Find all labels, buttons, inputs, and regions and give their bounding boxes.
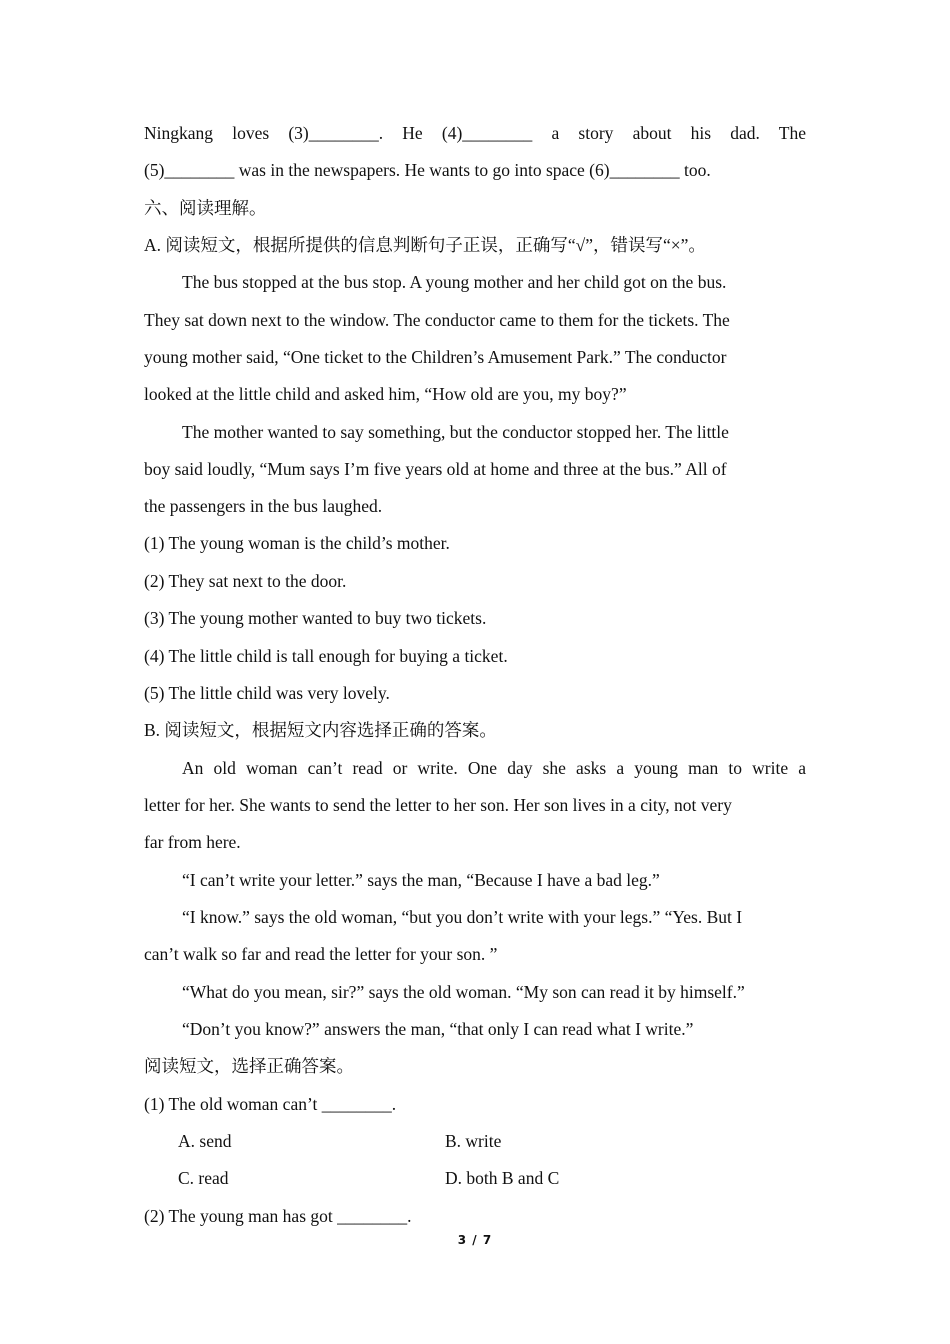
passage-b-line: “I know.” says the old woman, “but you don’t write with your legs.” “Yes. But I [182, 907, 743, 927]
section-instruction-b: B. 阅读短文，根据短文内容选择正确的答案。 [144, 720, 497, 740]
passage-b-line: far from here. [144, 832, 241, 852]
section-instruction-a: A. 阅读短文，根据所提供的信息判断句子正误，正确写“√”，错误写“×”。 [144, 235, 706, 255]
passage-a-line: boy said loudly, “Mum says I’m five years old at home and three at the bus.” All of [144, 459, 727, 479]
passage-a-line: They sat down next to the window. The conductor came to them for the tickets. The [144, 310, 730, 330]
question-item: (2) The young man has got ________. [144, 1206, 412, 1226]
option-b: B. write [445, 1131, 502, 1151]
option-d: D. both B and C [445, 1168, 560, 1188]
passage-a-line: the passengers in the bus laughed. [144, 496, 383, 516]
passage-b-line: “I can’t write your letter.” says the man, “Because I have a bad leg.” [182, 870, 660, 890]
question-item: (4) The little child is tall enough for buying a ticket. [144, 646, 508, 666]
passage-b-line: An old woman can’t read or write. One day she asks a young man to write a [182, 758, 806, 778]
question-item: (1) The young woman is the child’s mother. [144, 533, 450, 553]
section-heading: 六、阅读理解。 [144, 198, 267, 218]
question-instruction: 阅读短文，选择正确答案。 [144, 1056, 354, 1076]
passage-b-line: “Don’t you know?” answers the man, “that only I can read what I write.” [182, 1019, 694, 1039]
passage-a-line: The bus stopped at the bus stop. A young mother and her child got on the bus. [182, 272, 727, 292]
passage-b-line: can’t walk so far and read the letter for your son. ” [144, 944, 498, 964]
question-item: (2) They sat next to the door. [144, 571, 347, 591]
option-c: C. read [178, 1168, 229, 1188]
question-item: (3) The young mother wanted to buy two tickets. [144, 608, 487, 628]
text-line: (5)________ was in the newspapers. He wants to go into space (6)________ too. [144, 160, 711, 180]
passage-b-line: “What do you mean, sir?” says the old woman. “My son can read it by himself.” [182, 982, 745, 1002]
option-a: A. send [178, 1131, 232, 1151]
question-item: (5) The little child was very lovely. [144, 683, 390, 703]
question-item: (1) The old woman can’t ________. [144, 1094, 397, 1114]
passage-a-line: young mother said, “One ticket to the Children’s Amusement Park.” The conductor [144, 347, 727, 367]
passage-a-line: The mother wanted to say something, but the conductor stopped her. The little [182, 422, 729, 442]
text-line: Ningkang loves (3)________. He (4)________ a story about his dad. The [144, 123, 806, 143]
passage-b-line: letter for her. She wants to send the letter to her son. Her son lives in a city, not very [144, 795, 732, 815]
passage-a-line: looked at the little child and asked him, “How old are you, my boy?” [144, 384, 627, 404]
page-number: 3 / 7 [457, 1233, 493, 1247]
